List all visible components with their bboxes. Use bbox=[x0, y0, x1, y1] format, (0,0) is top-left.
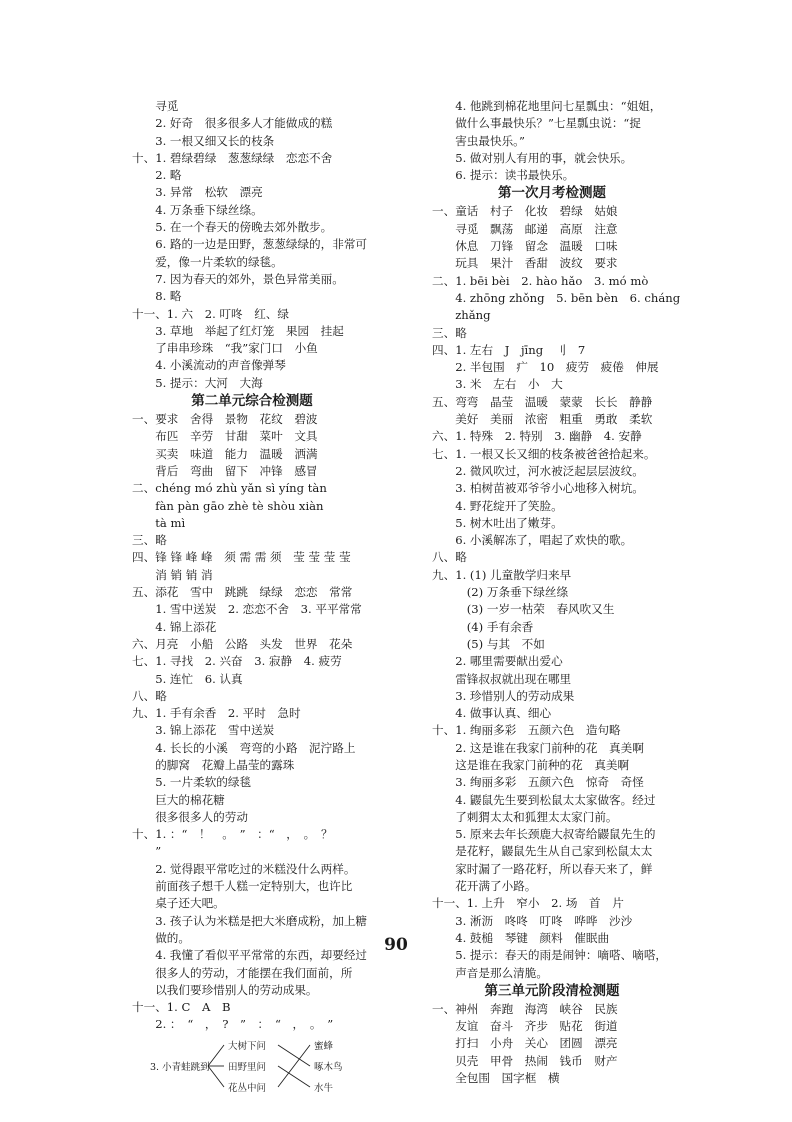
answer-line: 2. 这是谁在我家门前种的花 真美啊 bbox=[432, 740, 644, 755]
answer-line: (4) 手有余香 bbox=[432, 619, 534, 634]
answer-line: 4. 做事认真、细心 bbox=[432, 706, 552, 721]
answer-line: 四、锋 锋 峰 峰 须 需 需 须 莹 莹 莹 莹 bbox=[132, 550, 351, 565]
answer-line: 3. 异常 松软 漂亮 bbox=[132, 185, 263, 200]
answer-line: 5. 在一个春天的傍晚去郊外散步。 bbox=[132, 220, 333, 235]
answer-line: 十一、1. C A B bbox=[132, 1000, 231, 1015]
answer-block-unit2-tail bbox=[432, 98, 672, 184]
answer-line: 2. 微风吹过，河水被泛起层层波纹。 bbox=[432, 463, 644, 478]
answer-line: 十、1. ：“ ！ 。 ” ：“ ， 。 ？ bbox=[132, 827, 333, 842]
answer-line: 2. 半包围 疒 10 疲劳 疲倦 伸展 bbox=[432, 360, 659, 375]
answer-line: 一、神州 奔跑 海湾 峡谷 民族 bbox=[432, 1001, 618, 1016]
answer-line: 6. 路的一边是田野，葱葱绿绿的，非常可 bbox=[132, 237, 368, 252]
answer-line: 的脚窝 花瓣上晶莹的露珠 bbox=[132, 757, 295, 772]
diagram-middle-3: 花丛中问 bbox=[228, 1082, 267, 1094]
page-number: 90 bbox=[384, 935, 408, 955]
answer-line: 4. 我懂了看似平平常常的东西，却要经过 bbox=[132, 948, 368, 963]
answer-line: 花开满了小路。 bbox=[432, 879, 537, 894]
answer-line: 5. 连忙 6. 认真 bbox=[132, 671, 243, 686]
diagram-middle-2: 田野里问 bbox=[228, 1061, 267, 1073]
answer-line: 背后 弯曲 留下 冲锋 感冒 bbox=[132, 463, 318, 478]
answer-line: 3. 绚丽多彩 五颜六色 惊奇 奇怪 bbox=[432, 775, 644, 790]
answer-line: 十、1. 绚丽多彩 五颜六色 造句略 bbox=[432, 723, 621, 738]
answer-line: 3. 珍惜别人的劳动成果 bbox=[432, 688, 575, 703]
answer-line: 九、1. 手有余香 2. 平时 急时 bbox=[132, 706, 301, 721]
answer-line: 4. 鼓槌 琴键 颜料 催眠曲 bbox=[432, 930, 610, 945]
answer-line: 8. 略 bbox=[132, 289, 182, 304]
answer-line: 九、1. (1) 儿童散学归来早 bbox=[432, 567, 572, 582]
answer-line: 3. 淅沥 咚咚 叮咚 哗哗 沙沙 bbox=[432, 913, 633, 928]
answer-line: 3. 米 左右 小 大 bbox=[432, 377, 563, 392]
answer-line: (5) 与其 不如 bbox=[432, 636, 545, 651]
heading-month1-test: 第一次月考检测题 bbox=[498, 185, 606, 202]
diagram-right-3: 水牛 bbox=[314, 1082, 334, 1094]
answer-line: 声音是那么清脆。 bbox=[432, 965, 548, 980]
answer-line: 4. 小溪流动的声音像弹琴 bbox=[132, 358, 286, 373]
answer-line: 很多人的劳动，才能摆在我们面前，所 bbox=[132, 965, 353, 980]
answer-line: 桌子还大吧。 bbox=[132, 896, 225, 911]
answer-line: 贝壳 甲骨 热闹 钱币 财产 bbox=[432, 1053, 618, 1068]
answer-line: 3. 柏树苗被邓爷爷小心地移入树坑。 bbox=[432, 481, 644, 496]
answer-line: 家时漏了一路花籽，所以春天来了，鲜 bbox=[432, 861, 653, 876]
answer-line: 2. 好奇 很多很多人才能做成的糕 bbox=[132, 116, 333, 131]
answer-line: 十、1. 碧绿碧绿 葱葱绿绿 恋恋不舍 bbox=[132, 150, 333, 165]
answer-line: 消 销 销 消 bbox=[132, 567, 213, 582]
answer-line: 十一、1. 上升 窄小 2. 场 首 片 bbox=[432, 896, 624, 911]
answer-line: 5. 原来去年长颈鹿大叔寄给鼹鼠先生的 bbox=[432, 827, 656, 842]
answer-line: 很多很多人的劳动 bbox=[132, 809, 248, 824]
answer-line: 一、要求 舍得 景物 花纹 碧波 bbox=[132, 412, 318, 427]
answer-line: 害虫最快乐。” bbox=[432, 133, 525, 148]
answer-line: (2) 万条垂下绿丝绦 bbox=[432, 585, 569, 600]
answer-line: 以我们要珍惜别人的劳动成果。 bbox=[132, 982, 318, 997]
answer-line: 八、略 bbox=[432, 550, 467, 565]
heading-unit2-test: 第二单元综合检测题 bbox=[191, 393, 313, 410]
answer-line: 一、童话 村子 化妆 碧绿 姑娘 bbox=[432, 204, 618, 219]
answer-line: zhǎng bbox=[432, 308, 491, 323]
answer-line: 休息 刀锋 留念 温暖 口味 bbox=[432, 239, 618, 254]
answer-line: 七、1. 寻找 2. 兴奋 3. 寂静 4. 疲劳 bbox=[132, 654, 342, 669]
answer-line: 六、月亮 小船 公路 头发 世界 花朵 bbox=[132, 636, 353, 651]
answer-line: 六、1. 特殊 2. 特别 3. 幽静 4. 安静 bbox=[432, 429, 642, 444]
answer-line: 5. 一片柔软的绿毯 bbox=[132, 775, 252, 790]
answer-line: 4. zhōng zhǒng 5. bēn bèn 6. cháng bbox=[432, 290, 681, 305]
answer-line: (3) 一岁一枯荣 春风吹又生 bbox=[432, 602, 615, 617]
answer-line: 7. 因为春天的郊外，景色异常美丽。 bbox=[132, 271, 344, 286]
answer-line: 做什么事最快乐？”七星瓢虫说：“捉 bbox=[432, 116, 641, 131]
answer-line: 4. 他跳到棉花地里问七星瓢虫：“姐姐， bbox=[432, 99, 662, 113]
answer-line: 五、添花 雪中 跳跳 绿绿 恋恋 常常 bbox=[132, 585, 353, 600]
answer-line: ” bbox=[132, 844, 162, 859]
answer-line: 了刺猬太太和狐狸太太家门前。 bbox=[432, 809, 618, 824]
answer-line: 巨大的棉花糖 bbox=[132, 792, 225, 807]
answer-line: 八、略 bbox=[132, 688, 167, 703]
answer-line: tà mì bbox=[132, 515, 186, 530]
answer-line: 5. 树木吐出了嫩芽。 bbox=[432, 515, 563, 530]
answer-line: 四、1. 左右 J jīng 刂 7 bbox=[432, 342, 586, 357]
answer-line: 4. 万条垂下绿丝绦。 bbox=[132, 202, 263, 217]
answer-line: 二、1. bēi bèi 2. hào hǎo 3. mó mò bbox=[432, 273, 649, 288]
answer-line: 十一、1. 六 2. 叮咚 红、绿 bbox=[132, 306, 290, 321]
answer-line: 3. 一根又细又长的枝条 bbox=[132, 133, 275, 148]
answer-line: 4. 野花绽开了笑脸。 bbox=[432, 498, 563, 513]
answer-line: 三、略 bbox=[132, 533, 167, 548]
answer-line: 做的。 bbox=[132, 930, 190, 945]
heading-unit3-test: 第三单元阶段清检测题 bbox=[484, 982, 620, 999]
matching-diagram bbox=[132, 1036, 372, 1096]
answer-line: 美好 美丽 浓密 粗重 勇敢 柔软 bbox=[432, 412, 653, 427]
answer-line: 三、略 bbox=[432, 325, 467, 340]
diagram-right-2: 啄木鸟 bbox=[314, 1061, 343, 1073]
answer-line: 3. 孩子认为米糕是把大米磨成粉，加上糖 bbox=[132, 913, 368, 928]
diagram-prefix: 3. 小青蛙跳到 bbox=[150, 1061, 210, 1073]
answer-line: 五、弯弯 晶莹 温暖 蒙蒙 长长 静静 bbox=[432, 394, 653, 409]
answer-line: 寻觅 飘荡 邮递 高原 注意 bbox=[432, 221, 618, 236]
answer-line: 6. 提示：读书最快乐。 bbox=[432, 168, 575, 183]
answer-line: 玩具 果汁 香甜 波纹 要求 bbox=[432, 256, 618, 271]
answer-line: 七、1. 一根又长又细的枝条被爸爸拾起来。 bbox=[432, 446, 656, 461]
answer-line: 是花籽，鼹鼠先生从自己家到松鼠太太 bbox=[432, 844, 653, 859]
answer-line: 5. 做对别人有用的事，就会快乐。 bbox=[432, 150, 633, 165]
answer-line: 这是谁在我家门前种的花 真美啊 bbox=[432, 757, 630, 772]
answer-block-unit3 bbox=[432, 1001, 672, 1087]
answer-line: 2. 哪里需要献出爱心 bbox=[432, 654, 563, 669]
answer-line: 买卖 味道 能力 温暖 洒满 bbox=[132, 446, 318, 461]
answer-line: 打扫 小舟 关心 团圆 漂亮 bbox=[432, 1036, 618, 1051]
answer-line: 3. 锦上添花 雪中送炭 bbox=[132, 723, 275, 738]
answer-line: 4. 鼹鼠先生要到松鼠太太家做客。经过 bbox=[432, 792, 656, 807]
answer-line: 2. 觉得跟平常吃过的米糕没什么两样。 bbox=[132, 861, 356, 876]
answer-line: fàn pàn gāo zhè tè shòu xiàn bbox=[132, 498, 324, 513]
answer-line: 4. 长长的小溪 弯弯的小路 泥泞路上 bbox=[132, 740, 356, 755]
answer-line: 全包围 国字框 横 bbox=[432, 1071, 560, 1086]
answer-line: 4. 锦上添花 bbox=[132, 619, 217, 634]
answer-line: 5. 提示：春天的雨是闹钟：嘀嗒、嘀嗒， bbox=[432, 948, 668, 963]
answer-line: 6. 小溪解冻了，唱起了欢快的歌。 bbox=[432, 533, 633, 548]
diagram-middle-1: 大树下问 bbox=[228, 1040, 267, 1052]
answer-line: 雷锋叔叔就出现在哪里 bbox=[432, 671, 572, 686]
answer-line: 布匹 辛劳 甘甜 菜叶 文具 bbox=[132, 429, 318, 444]
answer-line: 友谊 奋斗 齐步 贴花 街道 bbox=[432, 1019, 618, 1034]
answer-line: 5. 提示：大河 大海 bbox=[132, 375, 263, 390]
answer-line: 2. 略 bbox=[132, 168, 182, 183]
answer-line: 前面孩子想千人糕一定特别大，也许比 bbox=[132, 879, 353, 894]
diagram-right-1: 蜜蜂 bbox=[314, 1040, 334, 1052]
answer-line: 2. ： “ ， ? ” ： “ ， 。 ” bbox=[132, 1017, 334, 1032]
answer-line: 寻觅 bbox=[132, 99, 179, 113]
answer-line: 3. 草地 举起了红灯笼 果园 挂起 bbox=[132, 323, 344, 338]
answer-line: 爱，像一片柔软的绿毯。 bbox=[132, 254, 283, 269]
answer-line: 二、chéng mó zhù yǎn sì yíng tàn bbox=[132, 481, 327, 496]
answer-line: 1. 雪中送炭 2. 恋恋不舍 3. 平平常常 bbox=[132, 602, 362, 617]
answer-line: 了串串珍珠 “我”家门口 小鱼 bbox=[132, 341, 318, 356]
answer-block-unit1-tail bbox=[132, 98, 372, 392]
answer-block-month1 bbox=[432, 203, 681, 981]
